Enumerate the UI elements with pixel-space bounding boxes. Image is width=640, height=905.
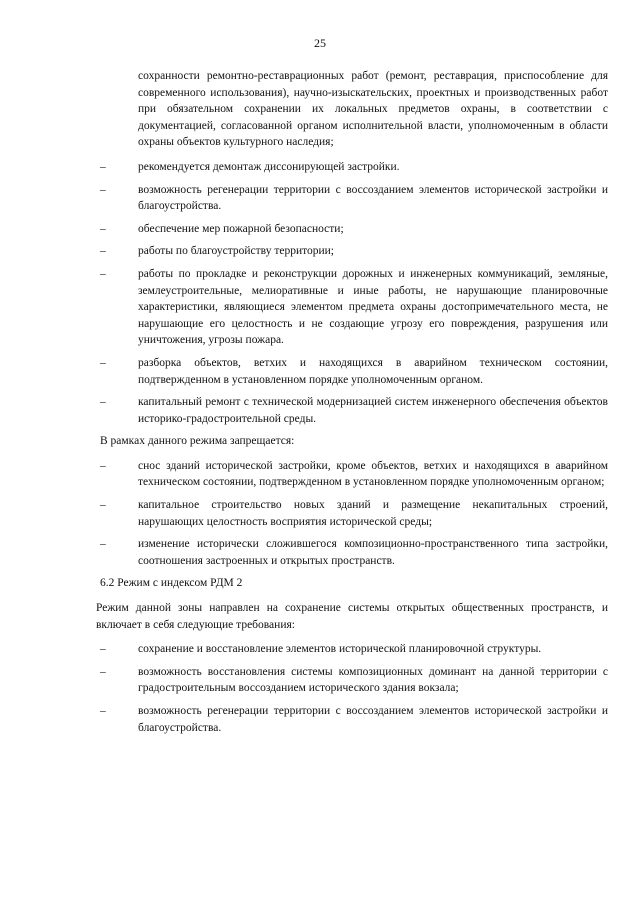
document-body <box>96 68 608 742</box>
prohibited-heading: В рамках данного режима запрещается: <box>100 435 295 448</box>
bullet-dash: – <box>100 705 106 717</box>
bullet-dash: – <box>100 160 106 173</box>
list-item-text: работы по благоустройству территории; <box>138 245 334 258</box>
list-item-text: снос зданий исторической застройки, кроме объектов, ветхих и находящихся в аварийном техническом состоянии, подтвержденном в установленном порядке уполномоченным органом; <box>138 459 608 489</box>
list-item <box>100 266 608 349</box>
bullet-dash: – <box>100 499 106 512</box>
bullet-dash: – <box>100 267 106 280</box>
bullet-dash: – <box>100 665 106 678</box>
list-item <box>100 458 608 491</box>
bullet-dash: – <box>100 459 106 472</box>
list-item-text: возможность регенерации территории с воссозданием элементов исторической застройки и благоустройства. <box>138 705 608 734</box>
allowed-works-list <box>100 159 608 427</box>
list-item-text: возможность восстановления системы композиционных доминант на данной территории с градостроительным воссозданием исторического здания вокзала; <box>138 665 608 695</box>
list-item <box>100 355 608 388</box>
section-intro: Режим данной зоны направлен на сохранение системы открытых общественных пространств, и включает в себя следующие требования: <box>96 602 608 631</box>
list-item <box>100 664 608 697</box>
list-item-text: возможность регенерации территории с воссозданием элементов исторической застройки и благоустройства. <box>138 183 608 213</box>
list-item-text: рекомендуется демонтаж диссонирующей застройки. <box>138 160 400 173</box>
list-item <box>100 221 608 238</box>
page-number: 25 <box>314 36 326 50</box>
prohibited-works-list <box>100 458 608 570</box>
list-item <box>100 394 608 427</box>
bullet-dash: – <box>100 222 106 235</box>
list-item <box>100 703 608 736</box>
list-item-text: капитальное строительство новых зданий и размещение некапитальных строений, нарушающих целостность восприятия исторической среды; <box>138 499 608 528</box>
bullet-dash: – <box>100 396 106 409</box>
list-item-text: изменение исторически сложившегося композиционно-пространственного типа застройки, соотношения застроенных и открытых пространств. <box>138 538 608 567</box>
list-item-text: капитальный ремонт с технической модернизацией систем инженерного обеспечения объектов историко-градостроительной среды. <box>138 396 608 425</box>
section-heading: 6.2 Режим с индексом РДМ 2 <box>100 577 243 590</box>
continuation-text: сохранности ремонтно-реставрационных работ (ремонт, реставрация, приспособление для современного использования), научно-изыскательских, проектных и производственных работ при обязательном сохранении их локальных предметов охраны, в соответствии с документацией, согласованной органом исполнительной власти, уполномоченным в области охраны объектов культурного наследия; <box>138 70 608 149</box>
list-item-text: сохранение и восстановление элементов исторической планировочной структуры. <box>138 643 542 656</box>
list-item-text: работы по прокладке и реконструкции дорожных и инженерных коммуникаций, земляные, землеустроительные, мелиоративные и иные работы, не нарушающие планировочные характеристики, являющиеся элементом предмета охраны достопримечательного места, не нарушающие его целостность и не создающие угрозу его повреждения, разрушения или уничтожения, угрозы пожара. <box>138 267 608 347</box>
bullet-dash: – <box>100 356 106 369</box>
list-item <box>100 243 608 260</box>
bullet-dash: – <box>100 643 106 656</box>
list-item <box>100 536 608 569</box>
list-item-text: обеспечение мер пожарной безопасности; <box>138 222 344 235</box>
bullet-dash: – <box>100 538 106 551</box>
bullet-dash: – <box>100 245 106 258</box>
list-item-text: разборка объектов, ветхих и находящихся в аварийном техническом состоянии, подтвержденном в установленном порядке уполномоченным органом. <box>138 356 608 386</box>
requirements-list <box>100 641 608 736</box>
list-item <box>100 159 608 176</box>
continuation-paragraph <box>100 68 608 151</box>
list-item <box>100 182 608 215</box>
list-item <box>100 497 608 530</box>
list-item <box>100 641 608 658</box>
bullet-dash: – <box>100 183 106 196</box>
